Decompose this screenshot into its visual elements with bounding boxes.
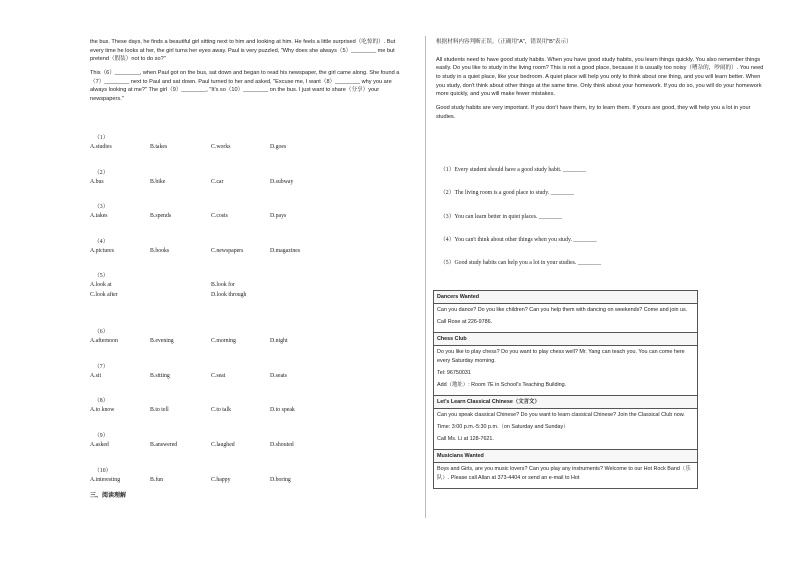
notice-line: Can you dance? Do you like children? Can you help them with dancing on weekends? Come and join us. [437, 307, 688, 314]
answer-option[interactable]: D.night [270, 338, 288, 344]
passage-paragraph: All students need to have good study habits. When you have good study habits, you learn things quickly. You also remember things easily. Do you like to study in the living room? This is not a good place, because it is usually too noisy（嘈杂的，吵闹的）. You need to study in a quiet place, like your bedroom. A quiet place will help you only to think about one thing, and you will learn better. When you study, don't think about other things at the same time. Only think about your homework. If you do so, you will do your homework more quickly, and you will make fewer mistakes. [436, 56, 764, 98]
passage-paragraph: This（6）________, when Paul got on the bus, sat down and began to read his newspaper, the girl came along. She found a（7）________ next to Paul and sat down. Paul turned to her and asked, "Excuse me, I want（8）________ why you are always looking at me?" The girl（9）________, "It's so（10）________ on the bus. I just want to share（分享）your newspapers." [90, 69, 400, 102]
passage-paragraph: the bus. These days, he finds a beautiful girl sitting next to him and looking at him. He feels a little surprised（吃惊的）. But every time he looks at her, the girl turns her eyes away. Paul is very puzzled, "Why does she always（5）________ me but pretend（假装）not to do so?" [90, 39, 396, 63]
answer-option[interactable]: A.to know [90, 407, 115, 413]
instruction: 根据材料内容判断正误。（正确用"A"，错误用"B"表示） [436, 39, 572, 45]
answer-option[interactable]: D.seats [270, 373, 287, 379]
answer-option[interactable]: C.laughed [211, 442, 235, 448]
question-number: （2） [94, 170, 109, 176]
answer-option[interactable]: A.look at [90, 282, 112, 288]
judgement-question: （3）You can learn better in quiet places. ________ [440, 214, 563, 220]
answer-option[interactable]: D.pays [270, 213, 287, 219]
answer-option[interactable]: C.seat [211, 373, 226, 379]
answer-option[interactable]: B.sitting [150, 373, 170, 379]
answer-option[interactable]: B.look for [211, 282, 235, 288]
answer-option[interactable]: A.asked [90, 442, 109, 448]
answer-option[interactable]: A.afternoon [90, 338, 118, 344]
answer-option[interactable]: D.subway [270, 179, 294, 185]
question-number: （10） [94, 468, 112, 474]
answer-option[interactable]: D.shouted [270, 442, 294, 448]
question-number: （5） [94, 273, 109, 279]
notice-title: Musicians Wanted [434, 450, 698, 463]
passage-paragraph: Good study habits are very important. If you don't have them, try to learn them. If yours are good, they will help you a lot in your studies. [436, 104, 751, 120]
answer-option[interactable]: B.spends [150, 213, 172, 219]
answer-option[interactable]: D.goes [270, 144, 287, 150]
answer-option[interactable]: B.answered [150, 442, 178, 448]
answer-option[interactable]: B.to tell [150, 407, 169, 413]
notices-table [433, 290, 698, 489]
answer-option[interactable]: C.costs [211, 213, 228, 219]
notice-line: Tel: 96750031 [437, 369, 471, 376]
answer-option[interactable]: C.car [211, 179, 224, 185]
judgement-question: （5）Good study habits can help you a lot in your studies. ________ [440, 260, 602, 266]
notice-line: Boys and Girls, are you music lovers? Can you play any instruments? Welcome to our Hot Rock Band（乐队）. Please call Allan at 373-4404 or send an e-mail to Hot [437, 466, 691, 481]
notice-body [434, 346, 698, 395]
answer-option[interactable]: B.takes [150, 144, 168, 150]
question-number: （9） [94, 433, 109, 439]
answer-option[interactable]: C.to talk [211, 407, 231, 413]
notice-body [434, 304, 698, 333]
answer-option[interactable]: A.pictures [90, 248, 114, 254]
judgement-question: （1）Every student should have a good study habit. ________ [440, 167, 587, 173]
answer-option[interactable]: C.look after [90, 292, 118, 298]
answer-option[interactable]: C.happy [211, 477, 231, 483]
notice-line: Call Ms. Li at 128-7621. [437, 436, 494, 443]
answer-option[interactable]: B.books [150, 248, 170, 254]
question-number: （4） [94, 239, 109, 245]
answer-option[interactable]: A.sit [90, 373, 102, 379]
answer-option[interactable]: C.newspapers [211, 248, 244, 254]
notice-line: Do you like to play chess? Do you want to play chess well? Mr. Yang can teach you. You can come here every Saturday morning. [437, 349, 685, 364]
notice-line: Call Rose at 226-9786. [437, 319, 493, 326]
notice-title: Chess Club [434, 333, 698, 346]
answer-option[interactable]: D.look through [211, 292, 247, 298]
answer-option[interactable]: D.magazines [270, 248, 301, 254]
answer-option[interactable]: A.takes [90, 213, 108, 219]
answer-option[interactable]: B.evening [150, 338, 174, 344]
judgement-question: （4）You can't think about other things when you study. ________ [440, 237, 597, 243]
notice-line: Time: 3:00 p.m.-5:30 p.m.（on Saturday and Sunday） [437, 424, 569, 431]
notice-line: Add（地址）: Room 7E in School's Teaching Building. [437, 381, 567, 388]
answer-option[interactable]: A.bus [90, 179, 104, 185]
answer-option[interactable]: A.studies [90, 144, 112, 150]
section-title: 三、阅读理解 [90, 493, 127, 499]
column-divider [425, 36, 426, 518]
answer-option[interactable]: C.morning [211, 338, 236, 344]
answer-option[interactable]: D.boring [270, 477, 291, 483]
answer-option[interactable]: C.works [211, 144, 231, 150]
reading-passage [436, 38, 766, 121]
question-number: （1） [94, 135, 109, 141]
answer-option[interactable]: B.bike [150, 179, 166, 185]
notice-line: Can you speak classical Chinese? Do you want to learn classical Chinese? Join the Classical Club now. [437, 411, 685, 418]
question-number: （8） [94, 398, 109, 404]
notice-title: Dancers Wanted [434, 291, 698, 304]
question-number: （6） [94, 329, 109, 335]
notice-body [434, 408, 698, 449]
answer-option[interactable]: A.interesting [90, 477, 121, 483]
answer-option[interactable]: D.to speak [270, 407, 295, 413]
question-number: （3） [94, 204, 109, 210]
question-number: （7） [94, 364, 109, 370]
notice-title: Let's Learn Classical Chinese（文言文） [434, 395, 698, 408]
notice-body [434, 463, 698, 488]
judgement-question: （2）The living room is a good place to study. ________ [440, 190, 574, 196]
cloze-passage [90, 38, 410, 104]
answer-option[interactable]: B.fun [150, 477, 164, 483]
